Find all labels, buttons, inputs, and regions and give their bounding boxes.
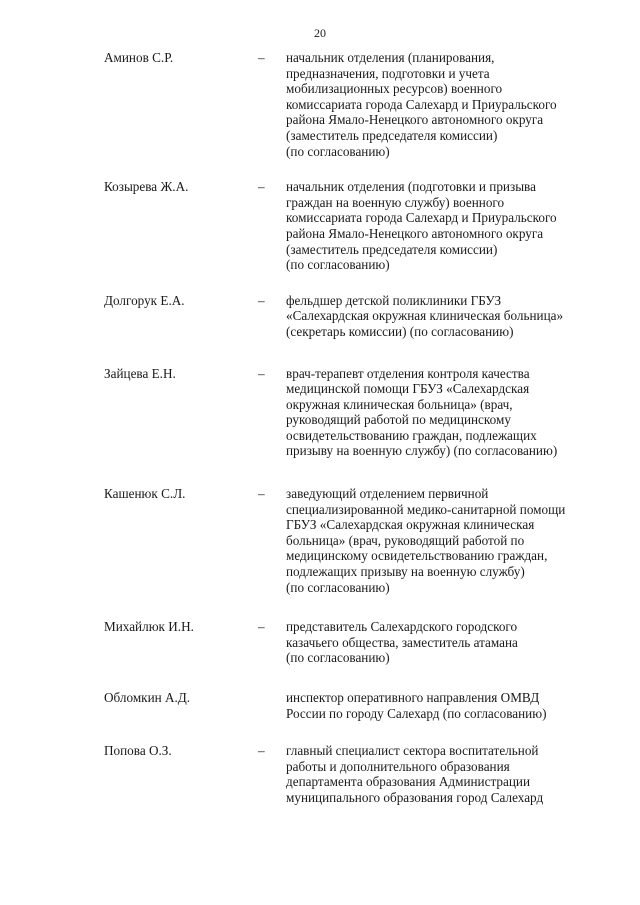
position-line: руководящий работой по медицинскому bbox=[286, 412, 511, 428]
position-line: окружная клиническая больница» (врач, bbox=[286, 396, 513, 412]
position-line: района Ямало-Ненецкого автономного округа bbox=[286, 225, 544, 241]
member-position bbox=[286, 690, 604, 721]
position-line: казачьего общества, заместитель атамана bbox=[286, 634, 518, 650]
member-name: Михайлюк И.Н. bbox=[104, 619, 194, 635]
position-line: предназначения, подготовки и учета bbox=[286, 65, 490, 81]
member-dash: – bbox=[258, 365, 265, 381]
member-dash: – bbox=[258, 743, 265, 759]
member-entry bbox=[0, 743, 640, 805]
member-position bbox=[286, 743, 604, 805]
position-line: главный специалист сектора воспитательной bbox=[286, 743, 539, 759]
member-dash: – bbox=[258, 50, 265, 65]
member-dash: – bbox=[258, 292, 265, 308]
position-line: (по согласованию) bbox=[286, 257, 390, 273]
member-entry bbox=[0, 366, 640, 460]
member-position bbox=[286, 486, 604, 595]
member-position bbox=[286, 50, 604, 159]
position-line: врач-терапевт отделения контроля качества bbox=[286, 365, 530, 381]
member-position bbox=[286, 179, 604, 273]
member-position bbox=[286, 293, 604, 340]
position-line: подлежащих призыву на военную службу) bbox=[286, 564, 525, 580]
member-entry bbox=[0, 50, 640, 159]
member-position bbox=[286, 366, 604, 460]
member-entry bbox=[0, 619, 640, 666]
member-dash: – bbox=[258, 179, 265, 195]
member-entry bbox=[0, 293, 640, 340]
position-line: заведующий отделением первичной bbox=[286, 486, 489, 502]
position-line: (по согласованию) bbox=[286, 579, 390, 595]
position-line: «Салехардская окружная клиническая больница» bbox=[286, 308, 564, 324]
member-entry bbox=[0, 486, 640, 595]
member-name: Кашенюк С.Л. bbox=[104, 486, 186, 502]
position-line: (по согласованию) bbox=[286, 143, 390, 159]
position-line: муниципального образования город Салехард bbox=[286, 789, 544, 805]
member-name: Обломкин А.Д. bbox=[104, 690, 191, 705]
position-line: больница» (врач, руководящий работой по bbox=[286, 532, 525, 548]
member-dash: – bbox=[258, 486, 265, 502]
member-name: Козырева Ж.А. bbox=[104, 179, 189, 195]
member-position bbox=[286, 619, 604, 666]
position-line: начальник отделения (подготовки и призыва bbox=[286, 179, 536, 195]
member-name: Долгорук Е.А. bbox=[104, 292, 185, 308]
position-line: медицинской помощи ГБУЗ «Салехардская bbox=[286, 381, 530, 397]
position-line: освидетельствованию граждан, подлежащих bbox=[286, 427, 537, 443]
member-entry bbox=[0, 179, 640, 273]
position-line: работы и дополнительного образования bbox=[286, 758, 510, 774]
member-dash: – bbox=[258, 619, 265, 635]
position-line: комиссариата города Салехард и Приуральского bbox=[286, 96, 557, 112]
position-line: начальник отделения (планирования, bbox=[286, 50, 495, 65]
position-line: комиссариата города Салехард и Приуральского bbox=[286, 210, 557, 226]
member-name: Зайцева Е.Н. bbox=[104, 365, 176, 381]
position-line: представитель Салехардского городского bbox=[286, 619, 518, 635]
position-line: медицинскому освидетельствованию граждан, bbox=[286, 548, 548, 564]
position-line: департамента образования Администрации bbox=[286, 774, 531, 790]
position-line: граждан на военную службу) военного bbox=[286, 194, 505, 210]
position-line: (заместитель председателя комиссии) bbox=[286, 127, 498, 143]
page-number: 20 bbox=[314, 26, 326, 40]
position-line: призыву на военную службу) (по согласованию) bbox=[286, 443, 558, 459]
position-line: инспектор оперативного направления ОМВД bbox=[286, 690, 540, 705]
position-line: района Ямало-Ненецкого автономного округа bbox=[286, 112, 544, 128]
member-name: Аминов С.Р. bbox=[104, 50, 174, 65]
position-line: ГБУЗ «Салехардская окружная клиническая bbox=[286, 517, 535, 533]
position-line: (по согласованию) bbox=[286, 650, 390, 666]
position-line: России по городу Салехард (по согласованию) bbox=[286, 705, 547, 721]
commission-member-list bbox=[0, 50, 640, 806]
position-line: (заместитель председателя комиссии) bbox=[286, 241, 498, 257]
position-line: (секретарь комиссии) (по согласованию) bbox=[286, 323, 514, 339]
position-line: мобилизационных ресурсов) военного bbox=[286, 81, 503, 97]
member-entry bbox=[0, 690, 640, 721]
position-line: фельдшер детской поликлиники ГБУЗ bbox=[286, 292, 502, 308]
position-line: специализированной медико-санитарной помощи bbox=[286, 501, 566, 517]
member-name: Попова О.З. bbox=[104, 743, 172, 759]
